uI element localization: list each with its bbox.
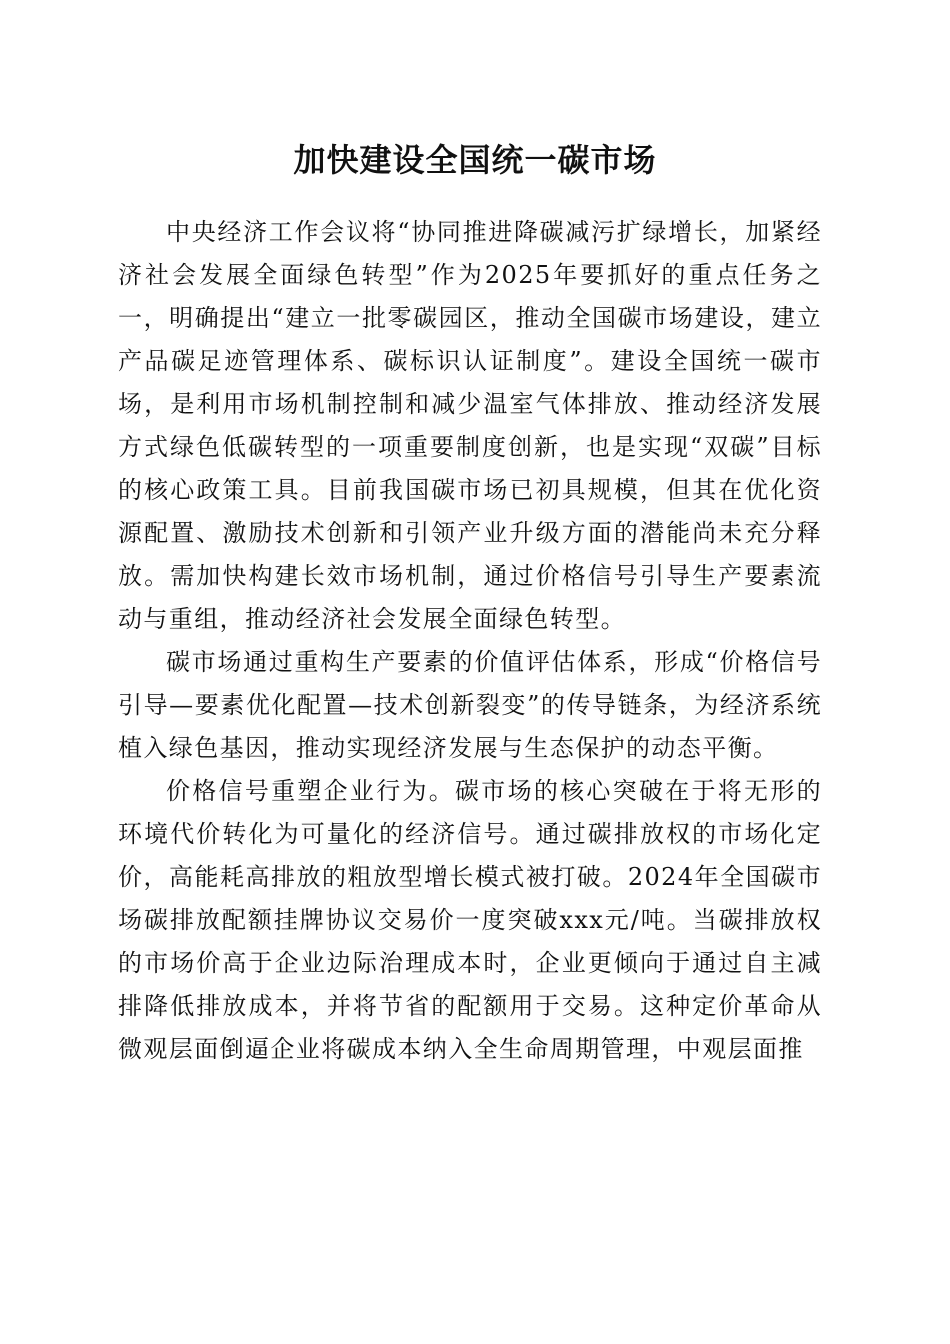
paragraph-3: 价格信号重塑企业行为。碳市场的核心突破在于将无形的环境代价转化为可量化的经济信号。通过碳排放权的市场化定价，高能耗高排放的粗放型增长模式被打破。2024年全国碳市场碳排放配额挂牌协议交易价一度突破xxx元/吨。当碳排放权的市场价高于企业边际治理成本时，企业更倾向于通过自主减排降低排放成本，并将节省的配额用于交易。这种定价革命从微观层面倒逼企业将碳成本纳入全生命周期管理，中观层面推 [118, 777, 822, 1063]
paragraph-2: 碳市场通过重构生产要素的价值评估体系，形成“价格信号引导—要素优化配置—技术创新裂变”的传导链条，为经济系统植入绿色基因，推动实现经济发展与生态保护的动态平衡。 [118, 648, 822, 762]
document-body [118, 211, 822, 1071]
paragraph-1: 中央经济工作会议将“协同推进降碳减污扩绿增长，加紧经济社会发展全面绿色转型”作为2025年要抓好的重点任务之一，明确提出“建立一批零碳园区，推动全国碳市场建设，建立产品碳足迹管理体系、碳标识认证制度”。建设全国统一碳市场，是利用市场机制控制和减少温室气体排放、推动经济发展方式绿色低碳转型的一项重要制度创新，也是实现“双碳”目标的核心政策工具。目前我国碳市场已初具规模，但其在优化资源配置、激励技术创新和引领产业升级方面的潜能尚未充分释放。需加快构建长效市场机制，通过价格信号引导生产要素流动与重组，推动经济社会发展全面绿色转型。 [118, 218, 822, 633]
document-title: 加快建设全国统一碳市场 [293, 141, 657, 179]
